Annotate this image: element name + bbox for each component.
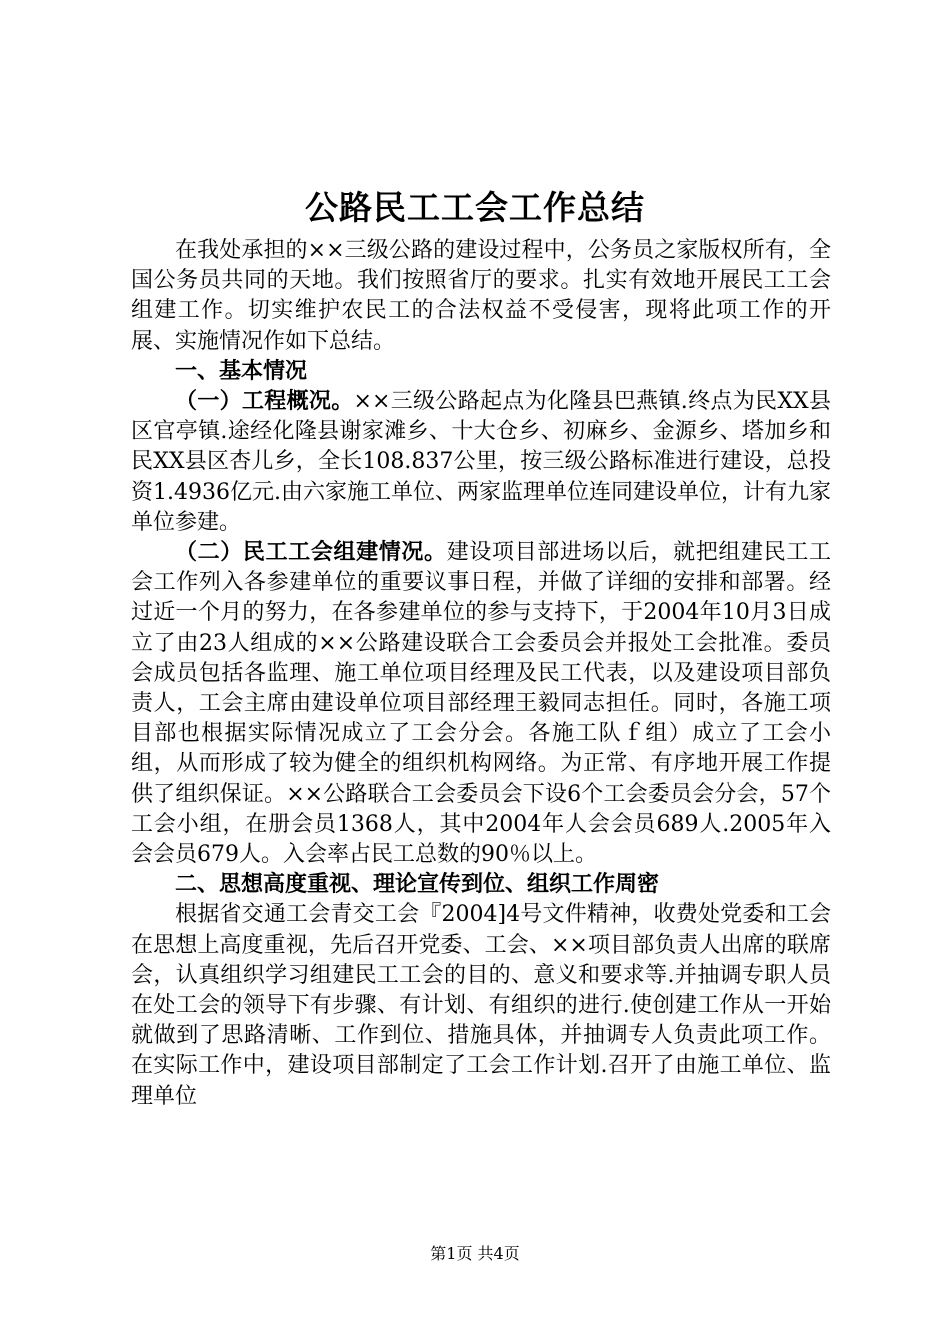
document-title: 公路民工工会工作总结 (305, 188, 645, 227)
paragraph-lead: （一）工程概况。 (175, 389, 354, 415)
paragraph-project-overview (131, 387, 831, 538)
paragraph-ideology: 根据省交通工会青交工会『2004]4号文件精神，收费处党委和工会在思想上高度重视，先后召开党委、工会、××项目部负责人出席的联席会，认真组织学习组建民工工会的目的、意义和要求等.并抽调专职人员在处工会的领导下有步骤、有计划、有组织的进行.使创建工作从一开始就做到了思路清晰、工作到位、措施具体，并抽调专人负责此项工作。在实际工作中，建设项目部制定了工会工作计划.召开了由施工单位、监理单位 (131, 902, 831, 1109)
document-body (131, 236, 831, 1112)
paragraph-union-setup (131, 538, 831, 870)
paragraph-lead: （二）民工工会组建情况。 (175, 540, 447, 566)
paragraph-text: 建设项目部进场以后，就把组建民工工会工作列入各参建单位的重要议事日程，并做了详细的安排和部署。经过近一个月的努力，在各参建单位的参与支持下，于2004年10月3日成立了由23人组成的××公路建设联合工会委员会并报处工会批准。委员会成员包括各监理、施工单位项目经理及民工代表，以及建设项目部负责人，工会主席由建设单位项目部经理王毅同志担任。同时，各施工项目部也根据实际情况成立了工会分会。各施工队ｆ组）成立了工会小组，从而形成了较为健全的组织机构网络。为正常、有序地开展工作提供了组织保证。××公路联合工会委员会下设6个工会委员会分会，57个工会小组，在册会员1368人，其中2004年人会会员689人.2005年入会会员679人。入会率占民工总数的90％以上。 (131, 540, 831, 868)
section-heading-ideology: 二、思想高度重视、理论宣传到位、组织工作周密 (175, 872, 660, 898)
paragraph-text: ××三级公路起点为化隆县巴燕镇.终点为民XX县区官亭镇.途经化隆县谢家滩乡、十大仓乡、初麻乡、金源乡、塔加乡和民XX县区杏儿乡，全长108.837公里，按三级公路标准进行建设，总投资1.4936亿元.由六家施工单位、两家监理单位连同建设单位，计有九家单位参建。 (131, 389, 831, 535)
page-number-footer: 第1页 共4页 (430, 1244, 520, 1263)
section-heading-basic: 一、基本情况 (175, 358, 308, 384)
intro-paragraph: 在我处承担的××三级公路的建设过程中，公务员之家版权所有，全国公务员共同的天地。我们按照省厅的要求。扎实有效地开展民工工会组建工作。切实维护农民工的合法权益不受侵害，现将此项工作的开展、实施情况作如下总结。 (131, 238, 831, 354)
